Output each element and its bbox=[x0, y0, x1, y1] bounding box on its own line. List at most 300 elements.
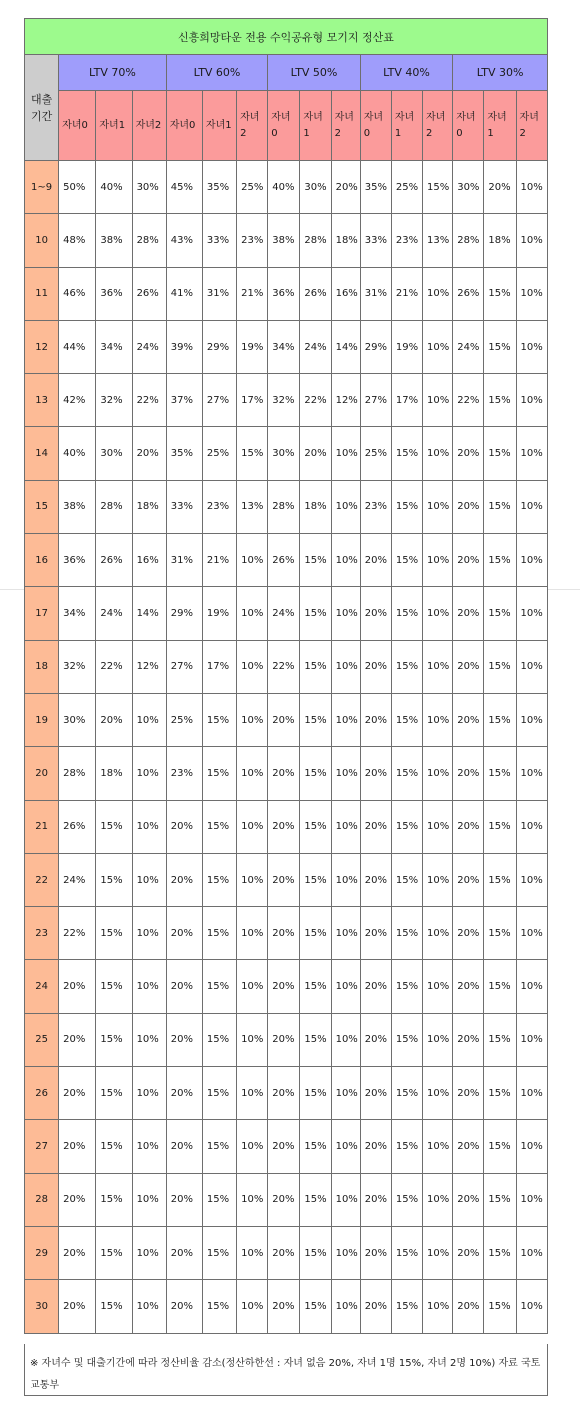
ratio-cell: 10% bbox=[237, 1280, 268, 1333]
ratio-cell: 20% bbox=[453, 1226, 484, 1279]
ltv-header: LTV 30% bbox=[453, 55, 548, 91]
ratio-cell: 10% bbox=[516, 960, 547, 1013]
ratio-cell: 30% bbox=[300, 161, 331, 214]
ratio-cell: 15% bbox=[202, 747, 236, 800]
ratio-cell: 28% bbox=[268, 480, 300, 533]
ratio-cell: 48% bbox=[59, 214, 96, 267]
ratio-cell: 25% bbox=[360, 427, 391, 480]
ratio-cell: 10% bbox=[423, 1173, 453, 1226]
ratio-cell: 10% bbox=[516, 1120, 547, 1173]
ratio-cell: 15% bbox=[484, 1280, 516, 1333]
ratio-cell: 20% bbox=[166, 907, 202, 960]
ratio-cell: 10% bbox=[331, 427, 360, 480]
ratio-cell: 20% bbox=[166, 1226, 202, 1279]
ratio-cell: 21% bbox=[391, 267, 422, 320]
ratio-cell: 15% bbox=[96, 1120, 132, 1173]
table-row bbox=[25, 1120, 548, 1173]
ratio-cell: 28% bbox=[96, 480, 132, 533]
ratio-cell: 25% bbox=[166, 693, 202, 746]
ratio-cell: 20% bbox=[59, 1173, 96, 1226]
table-row bbox=[25, 747, 548, 800]
ratio-cell: 19% bbox=[202, 587, 236, 640]
children-count-header: 자녀 1 bbox=[300, 91, 331, 161]
ratio-cell: 10% bbox=[132, 907, 166, 960]
ratio-cell: 36% bbox=[96, 267, 132, 320]
ratio-cell: 10% bbox=[423, 853, 453, 906]
ratio-cell: 15% bbox=[300, 1280, 331, 1333]
children-count-header: 자녀 0 bbox=[360, 91, 391, 161]
ratio-cell: 15% bbox=[484, 640, 516, 693]
ratio-cell: 37% bbox=[166, 374, 202, 427]
ratio-cell: 15% bbox=[391, 1226, 422, 1279]
ratio-cell: 10% bbox=[237, 853, 268, 906]
ratio-cell: 20% bbox=[268, 747, 300, 800]
ratio-cell: 10% bbox=[423, 960, 453, 1013]
ratio-cell: 24% bbox=[59, 853, 96, 906]
ratio-cell: 10% bbox=[423, 534, 453, 587]
ratio-cell: 20% bbox=[453, 693, 484, 746]
ratio-cell: 20% bbox=[59, 960, 96, 1013]
ratio-cell: 32% bbox=[268, 374, 300, 427]
loan-period-cell: 19 bbox=[25, 693, 59, 746]
ratio-cell: 12% bbox=[331, 374, 360, 427]
ratio-cell: 28% bbox=[59, 747, 96, 800]
ratio-cell: 20% bbox=[268, 1226, 300, 1279]
loan-period-cell: 1~9 bbox=[25, 161, 59, 214]
children-count-header: 자녀 1 bbox=[484, 91, 516, 161]
ratio-cell: 15% bbox=[484, 1226, 516, 1279]
ratio-cell: 15% bbox=[391, 853, 422, 906]
ratio-cell: 10% bbox=[423, 693, 453, 746]
ratio-cell: 15% bbox=[96, 1013, 132, 1066]
ratio-cell: 22% bbox=[300, 374, 331, 427]
ratio-cell: 10% bbox=[423, 1067, 453, 1120]
ratio-cell: 28% bbox=[300, 214, 331, 267]
table-row bbox=[25, 1280, 548, 1333]
ratio-cell: 18% bbox=[96, 747, 132, 800]
table-row bbox=[25, 374, 548, 427]
ratio-cell: 10% bbox=[516, 320, 547, 373]
table-body bbox=[25, 161, 548, 1334]
ratio-cell: 15% bbox=[96, 853, 132, 906]
ratio-cell: 10% bbox=[516, 161, 547, 214]
ratio-cell: 20% bbox=[59, 1280, 96, 1333]
ratio-cell: 20% bbox=[132, 427, 166, 480]
ratio-cell: 10% bbox=[516, 534, 547, 587]
ratio-cell: 20% bbox=[360, 1226, 391, 1279]
table-row bbox=[25, 534, 548, 587]
ratio-cell: 31% bbox=[166, 534, 202, 587]
ratio-cell: 38% bbox=[96, 214, 132, 267]
ratio-cell: 10% bbox=[237, 640, 268, 693]
ratio-cell: 10% bbox=[331, 534, 360, 587]
ratio-cell: 12% bbox=[132, 640, 166, 693]
ratio-cell: 10% bbox=[132, 1013, 166, 1066]
loan-period-cell: 30 bbox=[25, 1280, 59, 1333]
ratio-cell: 22% bbox=[268, 640, 300, 693]
ratio-cell: 35% bbox=[166, 427, 202, 480]
ratio-cell: 10% bbox=[516, 800, 547, 853]
ratio-cell: 26% bbox=[59, 800, 96, 853]
ratio-cell: 32% bbox=[59, 640, 96, 693]
table-row bbox=[25, 907, 548, 960]
ratio-cell: 10% bbox=[423, 320, 453, 373]
ratio-cell: 15% bbox=[391, 1013, 422, 1066]
ratio-cell: 15% bbox=[484, 693, 516, 746]
ratio-cell: 18% bbox=[331, 214, 360, 267]
ratio-cell: 20% bbox=[268, 1173, 300, 1226]
ratio-cell: 10% bbox=[423, 587, 453, 640]
ratio-cell: 23% bbox=[391, 214, 422, 267]
children-count-header: 자녀 2 bbox=[237, 91, 268, 161]
ratio-cell: 15% bbox=[391, 427, 422, 480]
ratio-cell: 23% bbox=[237, 214, 268, 267]
ratio-cell: 10% bbox=[132, 853, 166, 906]
ratio-cell: 10% bbox=[132, 1067, 166, 1120]
loan-period-header bbox=[25, 55, 59, 161]
table-row bbox=[25, 853, 548, 906]
ratio-cell: 30% bbox=[96, 427, 132, 480]
ratio-cell: 15% bbox=[484, 320, 516, 373]
ratio-cell: 15% bbox=[300, 747, 331, 800]
ratio-cell: 15% bbox=[202, 1067, 236, 1120]
ratio-cell: 10% bbox=[132, 1280, 166, 1333]
ratio-cell: 10% bbox=[331, 1067, 360, 1120]
ratio-cell: 15% bbox=[484, 374, 516, 427]
ratio-cell: 15% bbox=[391, 907, 422, 960]
ratio-cell: 20% bbox=[59, 1013, 96, 1066]
ratio-cell: 15% bbox=[96, 960, 132, 1013]
ratio-cell: 10% bbox=[423, 267, 453, 320]
ratio-cell: 10% bbox=[516, 480, 547, 533]
ratio-cell: 17% bbox=[237, 374, 268, 427]
settlement-table bbox=[24, 18, 548, 1334]
ratio-cell: 20% bbox=[268, 907, 300, 960]
ratio-cell: 15% bbox=[300, 693, 331, 746]
ratio-cell: 10% bbox=[331, 907, 360, 960]
ratio-cell: 10% bbox=[331, 853, 360, 906]
ratio-cell: 20% bbox=[360, 640, 391, 693]
ratio-cell: 14% bbox=[132, 587, 166, 640]
ratio-cell: 10% bbox=[516, 267, 547, 320]
ratio-cell: 20% bbox=[453, 480, 484, 533]
ratio-cell: 15% bbox=[484, 800, 516, 853]
loan-period-cell: 15 bbox=[25, 480, 59, 533]
ratio-cell: 19% bbox=[391, 320, 422, 373]
ratio-cell: 15% bbox=[300, 1120, 331, 1173]
children-count-header: 자녀2 bbox=[132, 91, 166, 161]
ltv-header: LTV 40% bbox=[360, 55, 452, 91]
ratio-cell: 24% bbox=[453, 320, 484, 373]
table-row bbox=[25, 1173, 548, 1226]
ratio-cell: 10% bbox=[331, 800, 360, 853]
ratio-cell: 22% bbox=[453, 374, 484, 427]
ratio-cell: 24% bbox=[300, 320, 331, 373]
ratio-cell: 20% bbox=[453, 1280, 484, 1333]
ratio-cell: 15% bbox=[391, 587, 422, 640]
ratio-cell: 15% bbox=[202, 960, 236, 1013]
ltv-header: LTV 70% bbox=[59, 55, 167, 91]
ratio-cell: 22% bbox=[132, 374, 166, 427]
ratio-cell: 10% bbox=[237, 1013, 268, 1066]
loan-period-cell: 13 bbox=[25, 374, 59, 427]
loan-period-cell: 17 bbox=[25, 587, 59, 640]
table-row bbox=[25, 214, 548, 267]
ratio-cell: 34% bbox=[59, 587, 96, 640]
ratio-cell: 20% bbox=[268, 693, 300, 746]
ratio-cell: 27% bbox=[202, 374, 236, 427]
ratio-cell: 15% bbox=[300, 1067, 331, 1120]
title-row bbox=[25, 19, 548, 55]
ratio-cell: 10% bbox=[516, 907, 547, 960]
ratio-cell: 15% bbox=[391, 640, 422, 693]
ratio-cell: 24% bbox=[268, 587, 300, 640]
loan-period-cell: 25 bbox=[25, 1013, 59, 1066]
ratio-cell: 20% bbox=[268, 1013, 300, 1066]
children-count-header: 자녀1 bbox=[96, 91, 132, 161]
ratio-cell: 10% bbox=[237, 1067, 268, 1120]
ratio-cell: 20% bbox=[166, 1173, 202, 1226]
loan-period-cell: 28 bbox=[25, 1173, 59, 1226]
ratio-cell: 13% bbox=[423, 214, 453, 267]
ratio-cell: 15% bbox=[300, 1226, 331, 1279]
ratio-cell: 26% bbox=[268, 534, 300, 587]
ratio-cell: 29% bbox=[360, 320, 391, 373]
ratio-cell: 10% bbox=[423, 1013, 453, 1066]
ratio-cell: 10% bbox=[237, 1226, 268, 1279]
ratio-cell: 10% bbox=[331, 587, 360, 640]
ratio-cell: 10% bbox=[516, 1280, 547, 1333]
ratio-cell: 10% bbox=[331, 1280, 360, 1333]
children-count-header: 자녀 0 bbox=[268, 91, 300, 161]
ratio-cell: 10% bbox=[516, 853, 547, 906]
table-row bbox=[25, 427, 548, 480]
ratio-cell: 20% bbox=[268, 853, 300, 906]
ratio-cell: 15% bbox=[202, 1013, 236, 1066]
ratio-cell: 15% bbox=[484, 1120, 516, 1173]
ratio-cell: 20% bbox=[360, 853, 391, 906]
loan-period-cell: 11 bbox=[25, 267, 59, 320]
ratio-cell: 28% bbox=[132, 214, 166, 267]
ratio-cell: 21% bbox=[237, 267, 268, 320]
ratio-cell: 15% bbox=[237, 427, 268, 480]
loan-period-cell: 16 bbox=[25, 534, 59, 587]
ratio-cell: 15% bbox=[96, 800, 132, 853]
ratio-cell: 15% bbox=[202, 1120, 236, 1173]
ratio-cell: 20% bbox=[166, 853, 202, 906]
ratio-cell: 14% bbox=[331, 320, 360, 373]
ratio-cell: 15% bbox=[300, 1173, 331, 1226]
ratio-cell: 30% bbox=[132, 161, 166, 214]
ratio-cell: 15% bbox=[484, 1067, 516, 1120]
ratio-cell: 10% bbox=[331, 747, 360, 800]
ratio-cell: 41% bbox=[166, 267, 202, 320]
ratio-cell: 10% bbox=[516, 640, 547, 693]
children-count-header: 자녀 2 bbox=[516, 91, 547, 161]
ratio-cell: 29% bbox=[202, 320, 236, 373]
ratio-cell: 10% bbox=[132, 747, 166, 800]
ratio-cell: 20% bbox=[268, 1067, 300, 1120]
ratio-cell: 20% bbox=[360, 907, 391, 960]
ratio-cell: 20% bbox=[360, 534, 391, 587]
ratio-cell: 10% bbox=[423, 480, 453, 533]
table-row bbox=[25, 1013, 548, 1066]
ratio-cell: 21% bbox=[202, 534, 236, 587]
ratio-cell: 15% bbox=[391, 480, 422, 533]
loan-period-cell: 27 bbox=[25, 1120, 59, 1173]
ratio-cell: 20% bbox=[453, 960, 484, 1013]
ratio-cell: 15% bbox=[202, 1173, 236, 1226]
ratio-cell: 15% bbox=[300, 1013, 331, 1066]
ratio-cell: 10% bbox=[423, 907, 453, 960]
children-count-header: 자녀 2 bbox=[331, 91, 360, 161]
ratio-cell: 20% bbox=[360, 1173, 391, 1226]
ratio-cell: 38% bbox=[268, 214, 300, 267]
ltv-header: LTV 50% bbox=[268, 55, 360, 91]
ratio-cell: 10% bbox=[132, 960, 166, 1013]
ratio-cell: 20% bbox=[360, 1067, 391, 1120]
ratio-cell: 20% bbox=[453, 587, 484, 640]
ratio-cell: 15% bbox=[484, 1173, 516, 1226]
ratio-cell: 15% bbox=[484, 853, 516, 906]
ratio-cell: 20% bbox=[360, 960, 391, 1013]
ratio-cell: 10% bbox=[423, 747, 453, 800]
table-row bbox=[25, 693, 548, 746]
ratio-cell: 20% bbox=[268, 800, 300, 853]
children-count-header: 자녀1 bbox=[202, 91, 236, 161]
ratio-cell: 15% bbox=[96, 907, 132, 960]
ratio-cell: 17% bbox=[202, 640, 236, 693]
ratio-cell: 10% bbox=[331, 1120, 360, 1173]
ratio-cell: 42% bbox=[59, 374, 96, 427]
ratio-cell: 10% bbox=[331, 960, 360, 1013]
ratio-cell: 10% bbox=[423, 1280, 453, 1333]
ratio-cell: 27% bbox=[360, 374, 391, 427]
ratio-cell: 10% bbox=[237, 907, 268, 960]
ratio-cell: 10% bbox=[331, 1173, 360, 1226]
ratio-cell: 10% bbox=[516, 214, 547, 267]
ratio-cell: 46% bbox=[59, 267, 96, 320]
ratio-cell: 44% bbox=[59, 320, 96, 373]
ratio-cell: 20% bbox=[166, 1120, 202, 1173]
ratio-cell: 25% bbox=[202, 427, 236, 480]
ratio-cell: 17% bbox=[391, 374, 422, 427]
ratio-cell: 20% bbox=[166, 1013, 202, 1066]
ratio-cell: 15% bbox=[202, 1280, 236, 1333]
ratio-cell: 29% bbox=[166, 587, 202, 640]
ratio-cell: 20% bbox=[96, 693, 132, 746]
ratio-cell: 15% bbox=[391, 1120, 422, 1173]
ratio-cell: 24% bbox=[96, 587, 132, 640]
ratio-cell: 22% bbox=[59, 907, 96, 960]
ratio-cell: 16% bbox=[132, 534, 166, 587]
ratio-cell: 15% bbox=[391, 693, 422, 746]
ratio-cell: 10% bbox=[237, 693, 268, 746]
ratio-cell: 15% bbox=[300, 800, 331, 853]
ratio-cell: 15% bbox=[96, 1173, 132, 1226]
ratio-cell: 10% bbox=[237, 1120, 268, 1173]
ltv-header-row bbox=[25, 55, 548, 91]
ratio-cell: 45% bbox=[166, 161, 202, 214]
ratio-cell: 38% bbox=[59, 480, 96, 533]
ratio-cell: 20% bbox=[360, 587, 391, 640]
ratio-cell: 10% bbox=[331, 1013, 360, 1066]
ratio-cell: 10% bbox=[516, 427, 547, 480]
ratio-cell: 20% bbox=[453, 427, 484, 480]
table-row bbox=[25, 480, 548, 533]
table-row bbox=[25, 161, 548, 214]
settlement-table-container bbox=[24, 18, 548, 1334]
loan-period-label: 대출 기간 bbox=[30, 92, 53, 123]
ratio-cell: 23% bbox=[360, 480, 391, 533]
table-title: 신흥희망타운 전용 수익공유형 모기지 정산표 bbox=[25, 19, 548, 55]
ratio-cell: 10% bbox=[132, 1120, 166, 1173]
ratio-cell: 10% bbox=[237, 1173, 268, 1226]
ratio-cell: 23% bbox=[202, 480, 236, 533]
ratio-cell: 31% bbox=[202, 267, 236, 320]
ratio-cell: 23% bbox=[166, 747, 202, 800]
ratio-cell: 20% bbox=[453, 640, 484, 693]
ratio-cell: 15% bbox=[484, 747, 516, 800]
ratio-cell: 40% bbox=[268, 161, 300, 214]
ratio-cell: 15% bbox=[300, 907, 331, 960]
ratio-cell: 10% bbox=[516, 374, 547, 427]
ratio-cell: 30% bbox=[268, 427, 300, 480]
ratio-cell: 40% bbox=[96, 161, 132, 214]
ratio-cell: 10% bbox=[516, 1173, 547, 1226]
footnote: ※ 자녀수 및 대출기간에 따라 정산비율 감소(정산하한선 : 자녀 없음 20%, 자녀 1명 15%, 자녀 2명 10%) 자료 국토교통부 bbox=[24, 1344, 548, 1396]
ratio-cell: 50% bbox=[59, 161, 96, 214]
ratio-cell: 26% bbox=[96, 534, 132, 587]
children-count-header: 자녀 0 bbox=[453, 91, 484, 161]
ratio-cell: 20% bbox=[268, 960, 300, 1013]
loan-period-cell: 14 bbox=[25, 427, 59, 480]
ratio-cell: 30% bbox=[453, 161, 484, 214]
ratio-cell: 20% bbox=[360, 1013, 391, 1066]
ratio-cell: 20% bbox=[453, 534, 484, 587]
ratio-cell: 15% bbox=[484, 907, 516, 960]
table-row bbox=[25, 267, 548, 320]
ratio-cell: 10% bbox=[132, 1173, 166, 1226]
ratio-cell: 15% bbox=[484, 427, 516, 480]
table-row bbox=[25, 587, 548, 640]
ratio-cell: 15% bbox=[391, 960, 422, 1013]
ratio-cell: 20% bbox=[453, 747, 484, 800]
ratio-cell: 22% bbox=[96, 640, 132, 693]
ratio-cell: 15% bbox=[202, 693, 236, 746]
table-row bbox=[25, 320, 548, 373]
ratio-cell: 20% bbox=[453, 1120, 484, 1173]
ratio-cell: 15% bbox=[202, 907, 236, 960]
ratio-cell: 15% bbox=[300, 587, 331, 640]
ltv-header: LTV 60% bbox=[166, 55, 268, 91]
ratio-cell: 10% bbox=[516, 1013, 547, 1066]
ratio-cell: 15% bbox=[202, 800, 236, 853]
ratio-cell: 16% bbox=[331, 267, 360, 320]
ratio-cell: 15% bbox=[300, 640, 331, 693]
ratio-cell: 31% bbox=[360, 267, 391, 320]
ratio-cell: 10% bbox=[237, 747, 268, 800]
ratio-cell: 20% bbox=[166, 800, 202, 853]
ratio-cell: 10% bbox=[237, 587, 268, 640]
ratio-cell: 20% bbox=[166, 1067, 202, 1120]
ratio-cell: 26% bbox=[300, 267, 331, 320]
ratio-cell: 15% bbox=[391, 747, 422, 800]
ratio-cell: 10% bbox=[516, 747, 547, 800]
loan-period-cell: 10 bbox=[25, 214, 59, 267]
ratio-cell: 19% bbox=[237, 320, 268, 373]
ratio-cell: 15% bbox=[484, 960, 516, 1013]
